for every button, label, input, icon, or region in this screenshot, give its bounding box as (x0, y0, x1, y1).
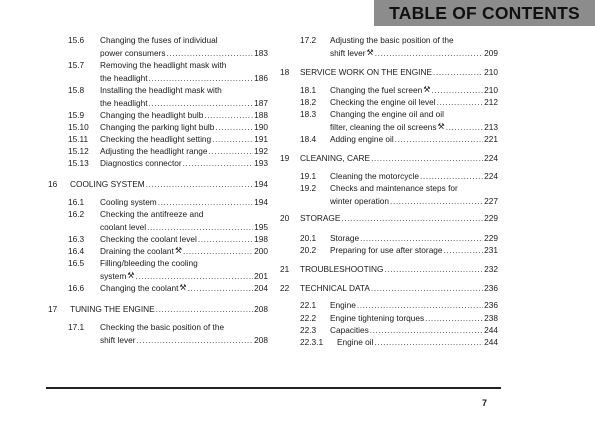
toc-entry[interactable] (48, 197, 268, 210)
dot-leader (371, 153, 483, 163)
dot-leader (198, 234, 253, 244)
toc-entry-number: 16.5 (68, 258, 85, 268)
toc-entry-title: CLEANING, CARE (300, 153, 371, 163)
dot-leader (147, 222, 253, 232)
toc-entry-page: 186 (254, 72, 268, 83)
toc-entry-page: 198 (254, 234, 268, 244)
toc-entry[interactable] (48, 234, 268, 247)
toc-entry-page: 204 (254, 283, 268, 293)
toc-entry-page: 212 (484, 97, 498, 107)
toc-entry[interactable] (280, 233, 498, 246)
toc-entry-number: 19.2 (300, 183, 317, 193)
toc-entry-number: 15.11 (68, 134, 89, 144)
toc-entry-title: TECHNICAL DATA (300, 283, 370, 293)
toc-entry-number: 22.1 (300, 300, 317, 310)
toc-entry-title: shift lever (100, 334, 136, 345)
toc-entry-page: 192 (254, 146, 268, 156)
toc-entry[interactable] (48, 246, 268, 259)
toc-entry-page: 193 (254, 158, 268, 168)
toc-entry-title: Diagnostics connector (100, 158, 182, 168)
wrench-icon: ⚒ (174, 246, 182, 255)
toc-entry-title: power consumers (100, 47, 166, 58)
toc-entry[interactable] (48, 85, 268, 110)
toc-entry-number: 15.7 (68, 60, 85, 70)
dot-leader (374, 337, 483, 347)
toc-entry-number: 19.1 (300, 171, 317, 181)
toc-entry[interactable] (280, 313, 498, 326)
dot-leader (146, 179, 253, 189)
dot-leader (135, 271, 253, 281)
toc-entry-number: 15.8 (68, 85, 85, 95)
toc-entry-number: 21 (280, 264, 290, 274)
toc-entry-number: 22.3 (300, 325, 317, 335)
dot-leader (395, 134, 483, 144)
toc-entry[interactable] (48, 35, 268, 60)
toc-entry-title: Checking the engine oil level (330, 97, 436, 107)
dot-leader (433, 67, 483, 77)
toc-entry-title: the headlight (100, 97, 148, 108)
toc-entry-page: 210 (484, 67, 498, 77)
toc-entry-page: 238 (484, 313, 498, 323)
toc-entry-number: 18.3 (300, 109, 317, 119)
dot-leader (425, 313, 483, 323)
header-title: TABLE OF CONTENTS (389, 2, 580, 23)
toc-entry-page: 210 (484, 85, 498, 95)
toc-entry-title: Preparing for use after storage (330, 245, 443, 255)
toc-entry[interactable] (280, 109, 498, 134)
dot-leader (357, 300, 483, 310)
dot-leader (360, 233, 483, 243)
toc-entry-number: 22 (280, 283, 290, 293)
toc-entry-number: 22.2 (300, 313, 317, 323)
toc-entry-title: the headlight (100, 72, 148, 83)
toc-entry-title: Cleaning the motorcycle (330, 171, 420, 181)
toc-entry-page: 208 (254, 304, 268, 314)
toc-entry-page: 208 (254, 334, 268, 345)
dot-leader (149, 73, 253, 83)
toc-entry[interactable] (280, 67, 498, 80)
toc-entry-number: 20.1 (300, 233, 317, 243)
toc-entry-title: STORAGE (300, 213, 341, 223)
toc-entry[interactable] (280, 325, 498, 338)
dot-leader (188, 283, 253, 293)
toc-entry[interactable] (280, 171, 498, 184)
toc-entry[interactable] (48, 179, 268, 192)
toc-entry-title: Changing the coolant (100, 283, 179, 293)
toc-entry-title: Changing the fuel screen (330, 85, 423, 95)
toc-entry-title: winter operation (330, 195, 390, 206)
toc-entry-title: Checking the antifreeze and (100, 209, 204, 219)
wrench-icon: ⚒ (179, 283, 187, 292)
toc-entry-page: 232 (484, 264, 498, 274)
toc-entry-title: Changing the fuses of individual (100, 35, 218, 45)
toc-entry-title: filter, cleaning the oil screens (330, 121, 437, 132)
table-of-contents-header (374, 0, 595, 26)
toc-entry-title: Removing the headlight mask with (100, 60, 227, 70)
toc-entry-title: Engine tightening torques (330, 313, 425, 323)
dot-leader (371, 283, 483, 293)
dot-leader (166, 48, 253, 58)
toc-entry[interactable] (48, 304, 268, 317)
toc-entry-page: 236 (484, 300, 498, 310)
toc-entry[interactable] (280, 134, 498, 147)
dot-leader (420, 171, 483, 181)
toc-entry-title: TROUBLESHOOTING (300, 264, 384, 274)
toc-entry-page: 209 (484, 47, 498, 58)
toc-entry-title: Installing the headlight mask with (100, 85, 222, 95)
toc-entry[interactable] (280, 300, 498, 313)
toc-entry[interactable] (48, 134, 268, 147)
toc-entry-title: Draining the coolant (100, 246, 174, 256)
toc-entry-title: Storage (330, 233, 360, 243)
toc-entry-page: 190 (254, 122, 268, 132)
toc-entry[interactable] (48, 283, 268, 296)
toc-entry[interactable] (280, 183, 498, 208)
toc-entry-title: system (100, 270, 127, 281)
toc-entry-page: 213 (484, 121, 498, 132)
toc-entry-page: 194 (254, 197, 268, 207)
dot-leader (137, 335, 253, 345)
toc-entry-title: Engine oil (337, 337, 374, 347)
toc-entry-page: 229 (484, 233, 498, 243)
toc-entry[interactable] (280, 337, 498, 350)
toc-entry-page: 244 (484, 325, 498, 335)
toc-entry-page: 244 (484, 337, 498, 347)
dot-leader (446, 122, 483, 132)
toc-entry[interactable] (48, 322, 268, 347)
toc-entry-title: Filling/bleeding the cooling (100, 258, 198, 268)
toc-entry-title: Adding engine oil (330, 134, 394, 144)
footer-rule (46, 387, 501, 389)
wrench-icon: ⚒ (127, 270, 135, 280)
toc-entry[interactable] (280, 213, 498, 226)
toc-entry-title: Engine (330, 300, 356, 310)
toc-entry-title: Checks and maintenance steps for (330, 183, 458, 193)
toc-entry-title: shift lever (330, 47, 366, 58)
toc-entry-page: 187 (254, 97, 268, 108)
dot-leader (384, 264, 483, 274)
dot-leader (444, 245, 483, 255)
dot-leader (370, 325, 483, 335)
dot-leader (212, 134, 253, 144)
toc-entry-page: 236 (484, 283, 498, 293)
toc-entry-number: 15.10 (68, 122, 89, 132)
toc-entry-page: 224 (484, 153, 498, 163)
dot-leader (156, 304, 253, 314)
toc-entry-number: 18.4 (300, 134, 317, 144)
toc-entry-number: 17.2 (300, 35, 317, 45)
toc-entry[interactable] (280, 35, 498, 60)
toc-entry-title: COOLING SYSTEM (70, 179, 145, 189)
toc-entry-page: 227 (484, 195, 498, 206)
toc-entry-title: Adjusting the basic position of the (330, 35, 454, 45)
toc-entry-number: 20 (280, 213, 290, 223)
wrench-icon: ⚒ (423, 85, 431, 94)
toc-entry-page: 183 (254, 47, 268, 58)
toc-entry[interactable] (48, 158, 268, 171)
toc-entry-number: 20.2 (300, 245, 317, 255)
dot-leader (390, 196, 483, 206)
toc-entry-page: 224 (484, 171, 498, 181)
toc-entry-number: 16.6 (68, 283, 85, 293)
toc-entry-number: 15.13 (68, 158, 89, 168)
toc-entry-number: 15.12 (68, 146, 89, 156)
page-number: 7 (482, 398, 488, 408)
toc-entry-number: 22.3.1 (300, 337, 324, 347)
toc-entry-number: 17 (48, 304, 58, 314)
toc-entry-title: Checking the headlight setting (100, 134, 212, 144)
toc-entry-title: Checking the basic position of the (100, 322, 225, 332)
toc-entry-number: 16.2 (68, 209, 85, 219)
toc-entry-number: 19 (280, 153, 290, 163)
toc-entry-number: 16.4 (68, 246, 85, 256)
toc-entry[interactable] (280, 85, 498, 98)
toc-entry-page: 195 (254, 221, 268, 232)
toc-entry[interactable] (48, 209, 268, 234)
dot-leader (183, 246, 253, 256)
dot-leader (158, 197, 253, 207)
toc-entry-page: 201 (254, 270, 268, 281)
toc-entry-title: Changing the headlight bulb (100, 110, 204, 120)
toc-entry[interactable] (280, 245, 498, 258)
toc-entry-number: 16.3 (68, 234, 85, 244)
toc-entry-number: 15.6 (68, 35, 85, 45)
toc-entry[interactable] (48, 122, 268, 135)
dot-leader (431, 85, 483, 95)
dot-leader (375, 48, 483, 58)
toc-entry-number: 15.9 (68, 110, 85, 120)
toc-entry-title: Adjusting the headlight range (100, 146, 208, 156)
dot-leader (437, 97, 483, 107)
dot-leader (204, 110, 253, 120)
toc-entry[interactable] (280, 153, 498, 166)
toc-entry-title: SERVICE WORK ON THE ENGINE (300, 67, 433, 77)
toc-entry-title: Checking the coolant level (100, 234, 197, 244)
toc-entry[interactable] (48, 146, 268, 159)
toc-entry-page: 191 (254, 134, 268, 144)
toc-entry-title: TUNING THE ENGINE (70, 304, 155, 314)
toc-entry-page: 221 (484, 134, 498, 144)
toc-entry-number: 17.1 (68, 322, 85, 332)
toc-entry-page: 229 (484, 213, 498, 223)
toc-entry[interactable] (280, 283, 498, 296)
toc-entry[interactable] (280, 264, 498, 277)
wrench-icon: ⚒ (366, 47, 374, 57)
toc-entry[interactable] (48, 110, 268, 123)
dot-leader (215, 122, 253, 132)
toc-entry[interactable] (48, 258, 268, 283)
toc-entry-title: Changing the parking light bulb (100, 122, 215, 132)
toc-entry-number: 16.1 (68, 197, 85, 207)
wrench-icon: ⚒ (437, 121, 445, 131)
toc-entry-title: coolant level (100, 221, 147, 232)
toc-entry-page: 231 (484, 245, 498, 255)
dot-leader (183, 158, 253, 168)
dot-leader (208, 146, 253, 156)
toc-entry[interactable] (280, 97, 498, 110)
toc-entry-page: 188 (254, 110, 268, 120)
toc-entry-title: Changing the engine oil and oil (330, 109, 444, 119)
toc-entry[interactable] (48, 60, 268, 85)
toc-entry-page: 194 (254, 179, 268, 189)
toc-entry-title: Cooling system (100, 197, 157, 207)
toc-entry-page: 200 (254, 246, 268, 256)
dot-leader (341, 213, 483, 223)
toc-entry-number: 18.2 (300, 97, 317, 107)
toc-entry-number: 16 (48, 179, 58, 189)
dot-leader (149, 98, 253, 108)
toc-entry-number: 18.1 (300, 85, 317, 95)
toc-entry-number: 18 (280, 67, 290, 77)
toc-entry-title: Capacities (330, 325, 369, 335)
